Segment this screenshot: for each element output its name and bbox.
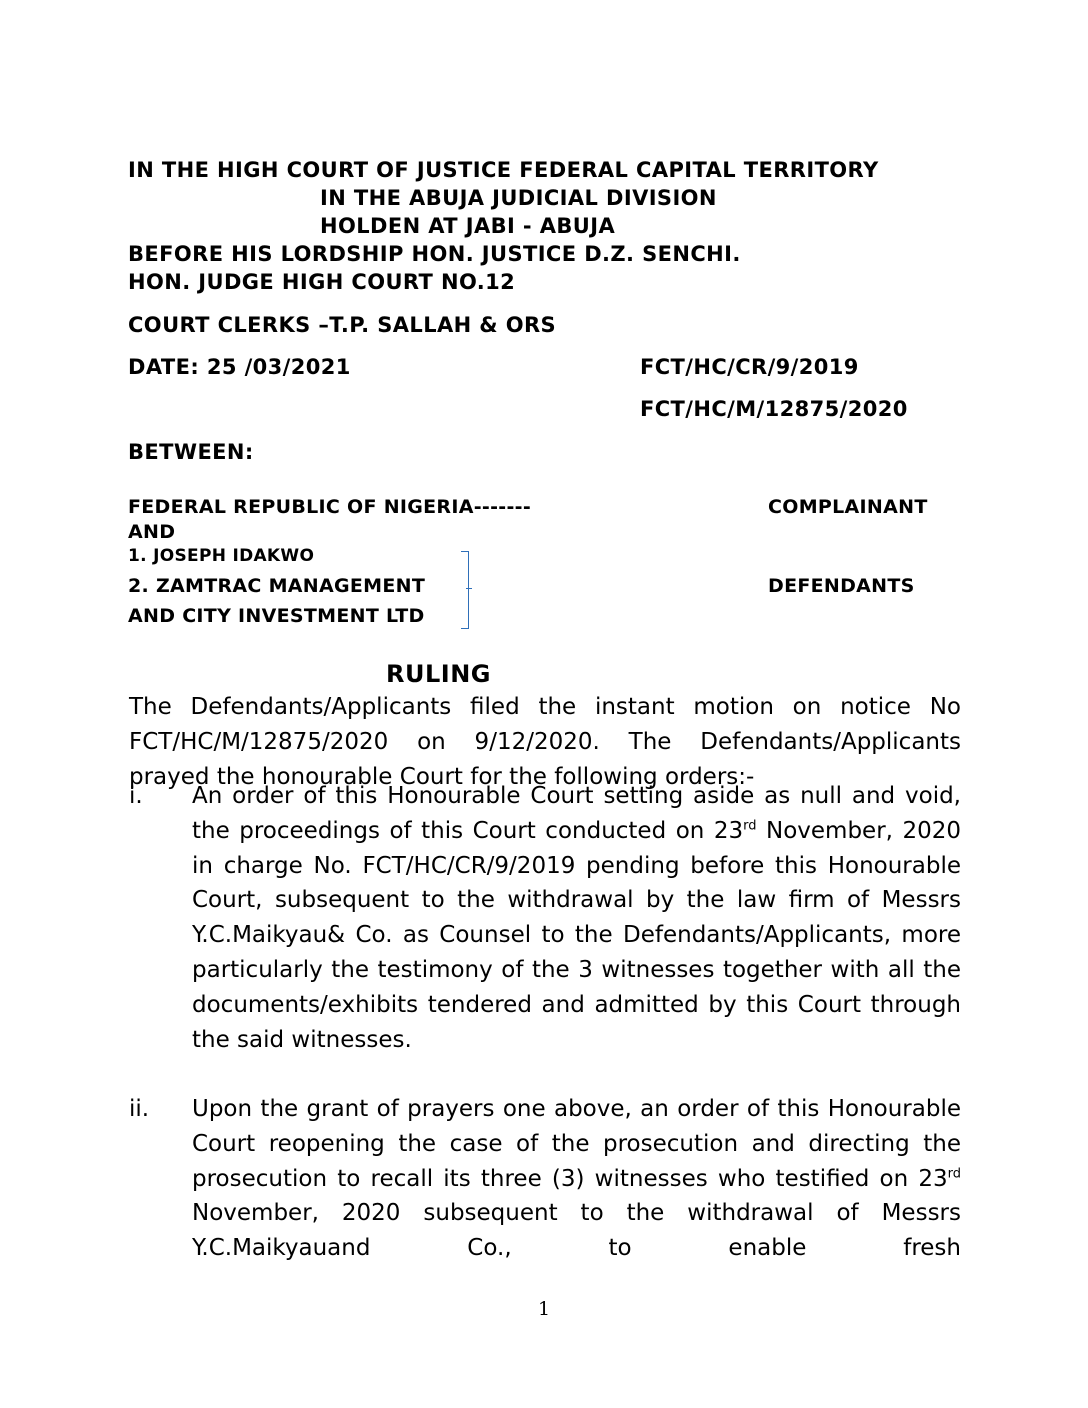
order-i-text-b: November, 2020 in charge No. FCT/HC/CR/9/2019 pending before this Honourable Court, subsequent to the withdrawal by the law firm of Messrs Y.C.Maikyau& Co. as Counsel to the Defendants/Applicants, more particularly the testimony of the 3 witnesses together with all the documents/exhibits tendered and admitted by this Court through the said witnesses. xyxy=(192,817,962,1053)
order-i-text xyxy=(192,779,961,1057)
complainant-name: FEDERAL REPUBLIC OF NIGERIA------- xyxy=(128,496,532,518)
defendants-bracket xyxy=(461,551,469,629)
page-number: 1 xyxy=(538,1298,551,1320)
order-ii-number: ii. xyxy=(129,1096,150,1122)
order-i-text-a: An order of this Honourable Court setting aside as null and void, the proceedings of this Court conducted on 23 xyxy=(192,783,961,844)
order-ii-text xyxy=(192,1092,961,1266)
order-i-number: i. xyxy=(129,783,143,809)
court-number: HON. JUDGE HIGH COURT NO.12 xyxy=(128,270,516,294)
holden-at: HOLDEN AT JABI - ABUJA xyxy=(320,214,616,238)
defendant-2-line1: 2. ZAMTRAC MANAGEMENT xyxy=(128,575,426,597)
court-clerks: COURT CLERKS –T.P. SALLAH & ORS xyxy=(128,313,557,337)
defendant-1: 1. JOSEPH IDAKWO xyxy=(128,546,315,566)
ruling-intro-paragraph: The Defendants/Applicants filed the instant motion on notice No FCT/HC/M/12875/2020 on 9/12/2020. The Defendants/Applicants prayed the honourable Court for the following orders:- xyxy=(129,694,961,790)
judge-name: BEFORE HIS LORDSHIP HON. JUSTICE D.Z. SENCHI. xyxy=(128,242,741,266)
court-title: IN THE HIGH COURT OF JUSTICE FEDERAL CAPITAL TERRITORY xyxy=(128,158,879,182)
order-i-superscript: rd xyxy=(743,818,757,834)
case-number-charge: FCT/HC/CR/9/2019 xyxy=(640,355,859,379)
division: IN THE ABUJA JUDICIAL DIVISION xyxy=(320,186,717,210)
ruling-heading: RULING xyxy=(386,660,491,688)
order-ii-text-a: Upon the grant of prayers one above, an order of this Honourable Court reopening the case of the prosecution and directing the prosecution to recall its three (3) witnesses who testified on 23 xyxy=(192,1096,961,1192)
and-label: AND xyxy=(128,521,176,543)
case-number-motion: FCT/HC/M/12875/2020 xyxy=(640,397,908,421)
ruling-date: DATE: 25 /03/2021 xyxy=(128,355,351,379)
order-ii-superscript: rd xyxy=(947,1165,961,1181)
defendant-2-line2: AND CITY INVESTMENT LTD xyxy=(128,605,425,627)
complainant-role: COMPLAINANT xyxy=(768,496,928,518)
defendants-role: DEFENDANTS xyxy=(768,575,915,597)
order-ii-text-b: November, 2020 subsequent to the withdrawal of Messrs Y.C.Maikyauand Co., to enable fresh xyxy=(192,1200,961,1262)
between-label: BETWEEN: xyxy=(128,440,254,464)
defendants-bracket-tick xyxy=(466,588,472,589)
